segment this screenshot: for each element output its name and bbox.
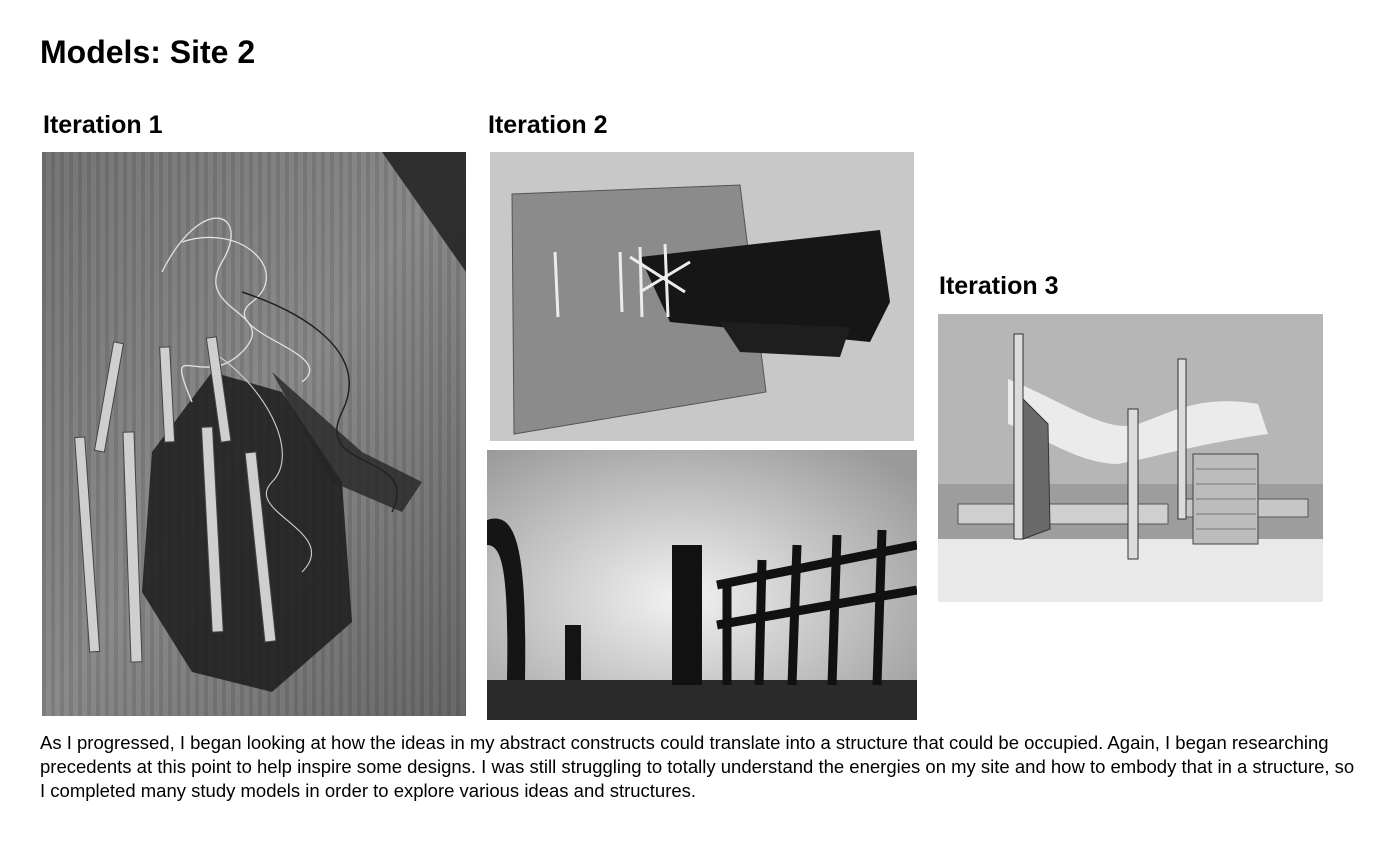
- page-title: Models: Site 2: [40, 34, 256, 70]
- iteration-2-model-photo-top: [490, 152, 914, 441]
- iteration-3-heading: Iteration 3: [939, 272, 1059, 300]
- iteration-2-model-photo-silhouette: [487, 450, 917, 720]
- description-text: As I progressed, I began looking at how the ideas in my abstract constructs could translate into a structure that could be occupied. Again, I began researching precedents at this point to help inspire some designs. I was still struggling to totally understand the energies on my site and how to embody that in a structure, so I completed many study models in order to explore various ideas and structures.: [40, 732, 1355, 801]
- iteration-1-model-photo: [42, 152, 466, 716]
- iteration-3-model-photo: [938, 314, 1323, 602]
- iteration-2-heading: Iteration 2: [488, 111, 608, 139]
- iteration-1-heading: Iteration 1: [43, 111, 163, 139]
